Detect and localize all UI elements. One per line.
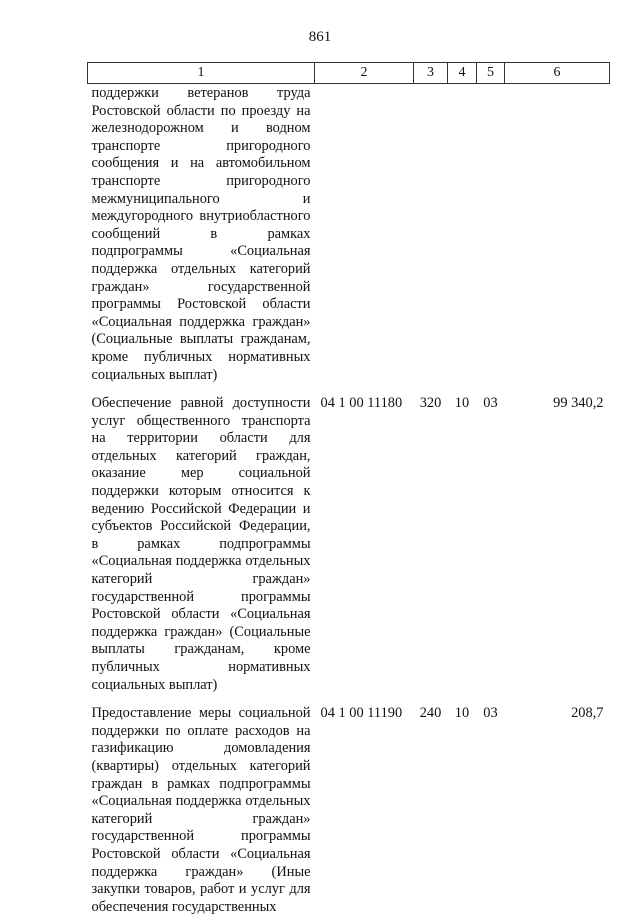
row-expense-type — [414, 84, 448, 395]
header-col-2: 2 — [315, 63, 414, 84]
budget-table — [87, 62, 610, 916]
row-section — [448, 84, 477, 395]
row-amount — [505, 84, 610, 395]
row-amount: 208,7 — [505, 704, 610, 916]
row-description: поддержки ветеранов труда Ростовской области по проезду на железнодорожном и водном транспорте пригородного сообщения и на автомобильном транспорте пригородного межмуниципального и междугородного внутриобластного сообщений в рамках подпрограммы «Социальная поддержка отдельных категорий граждан» государственной программы Ростовской области «Социальная поддержка граждан» (Социальные выплаты гражданам, кроме публичных нормативных социальных выплат) — [88, 84, 315, 395]
row-subsection: 03 — [477, 704, 505, 916]
row-expense-type: 320 — [414, 394, 448, 704]
row-target-code: 04 1 00 11190 — [315, 704, 414, 916]
header-col-6: 6 — [505, 63, 610, 84]
row-subsection: 03 — [477, 394, 505, 704]
table-header — [88, 63, 610, 84]
page-number: 861 — [0, 28, 640, 46]
table-body — [88, 84, 610, 916]
row-section: 10 — [448, 394, 477, 704]
header-col-4: 4 — [448, 63, 477, 84]
row-target-code: 04 1 00 11180 — [315, 394, 414, 704]
header-col-5: 5 — [477, 63, 505, 84]
header-col-3: 3 — [414, 63, 448, 84]
table-row — [88, 84, 610, 395]
header-col-1: 1 — [88, 63, 315, 84]
table-row — [88, 394, 610, 704]
row-section: 10 — [448, 704, 477, 916]
row-description: Предоставление меры социальной поддержки по оплате расходов на газификацию домовладения (квартиры) отдельных категорий граждан в рамках подпрограммы «Социальная поддержка отдельных категорий граждан» государственной программы Ростовской области «Социальная поддержка граждан» (Иные закупки товаров, работ и услуг для обеспечения государственных — [88, 704, 315, 916]
header-row — [88, 63, 610, 84]
row-amount: 99 340,2 — [505, 394, 610, 704]
row-subsection — [477, 84, 505, 395]
row-expense-type: 240 — [414, 704, 448, 916]
row-target-code — [315, 84, 414, 395]
table-row — [88, 704, 610, 916]
row-description: Обеспечение равной доступности услуг общественного транспорта на территории области для отдельных категорий граждан, оказание мер социальной поддержки которым относится к ведению Российской Федерации и субъектов Российской Федерации, в рамках подпрограммы «Социальная поддержка отдельных категорий граждан» государственной программы Ростовской области «Социальная поддержка граждан» (Социальные выплаты гражданам, кроме публичных нормативных социальных выплат) — [88, 394, 315, 704]
